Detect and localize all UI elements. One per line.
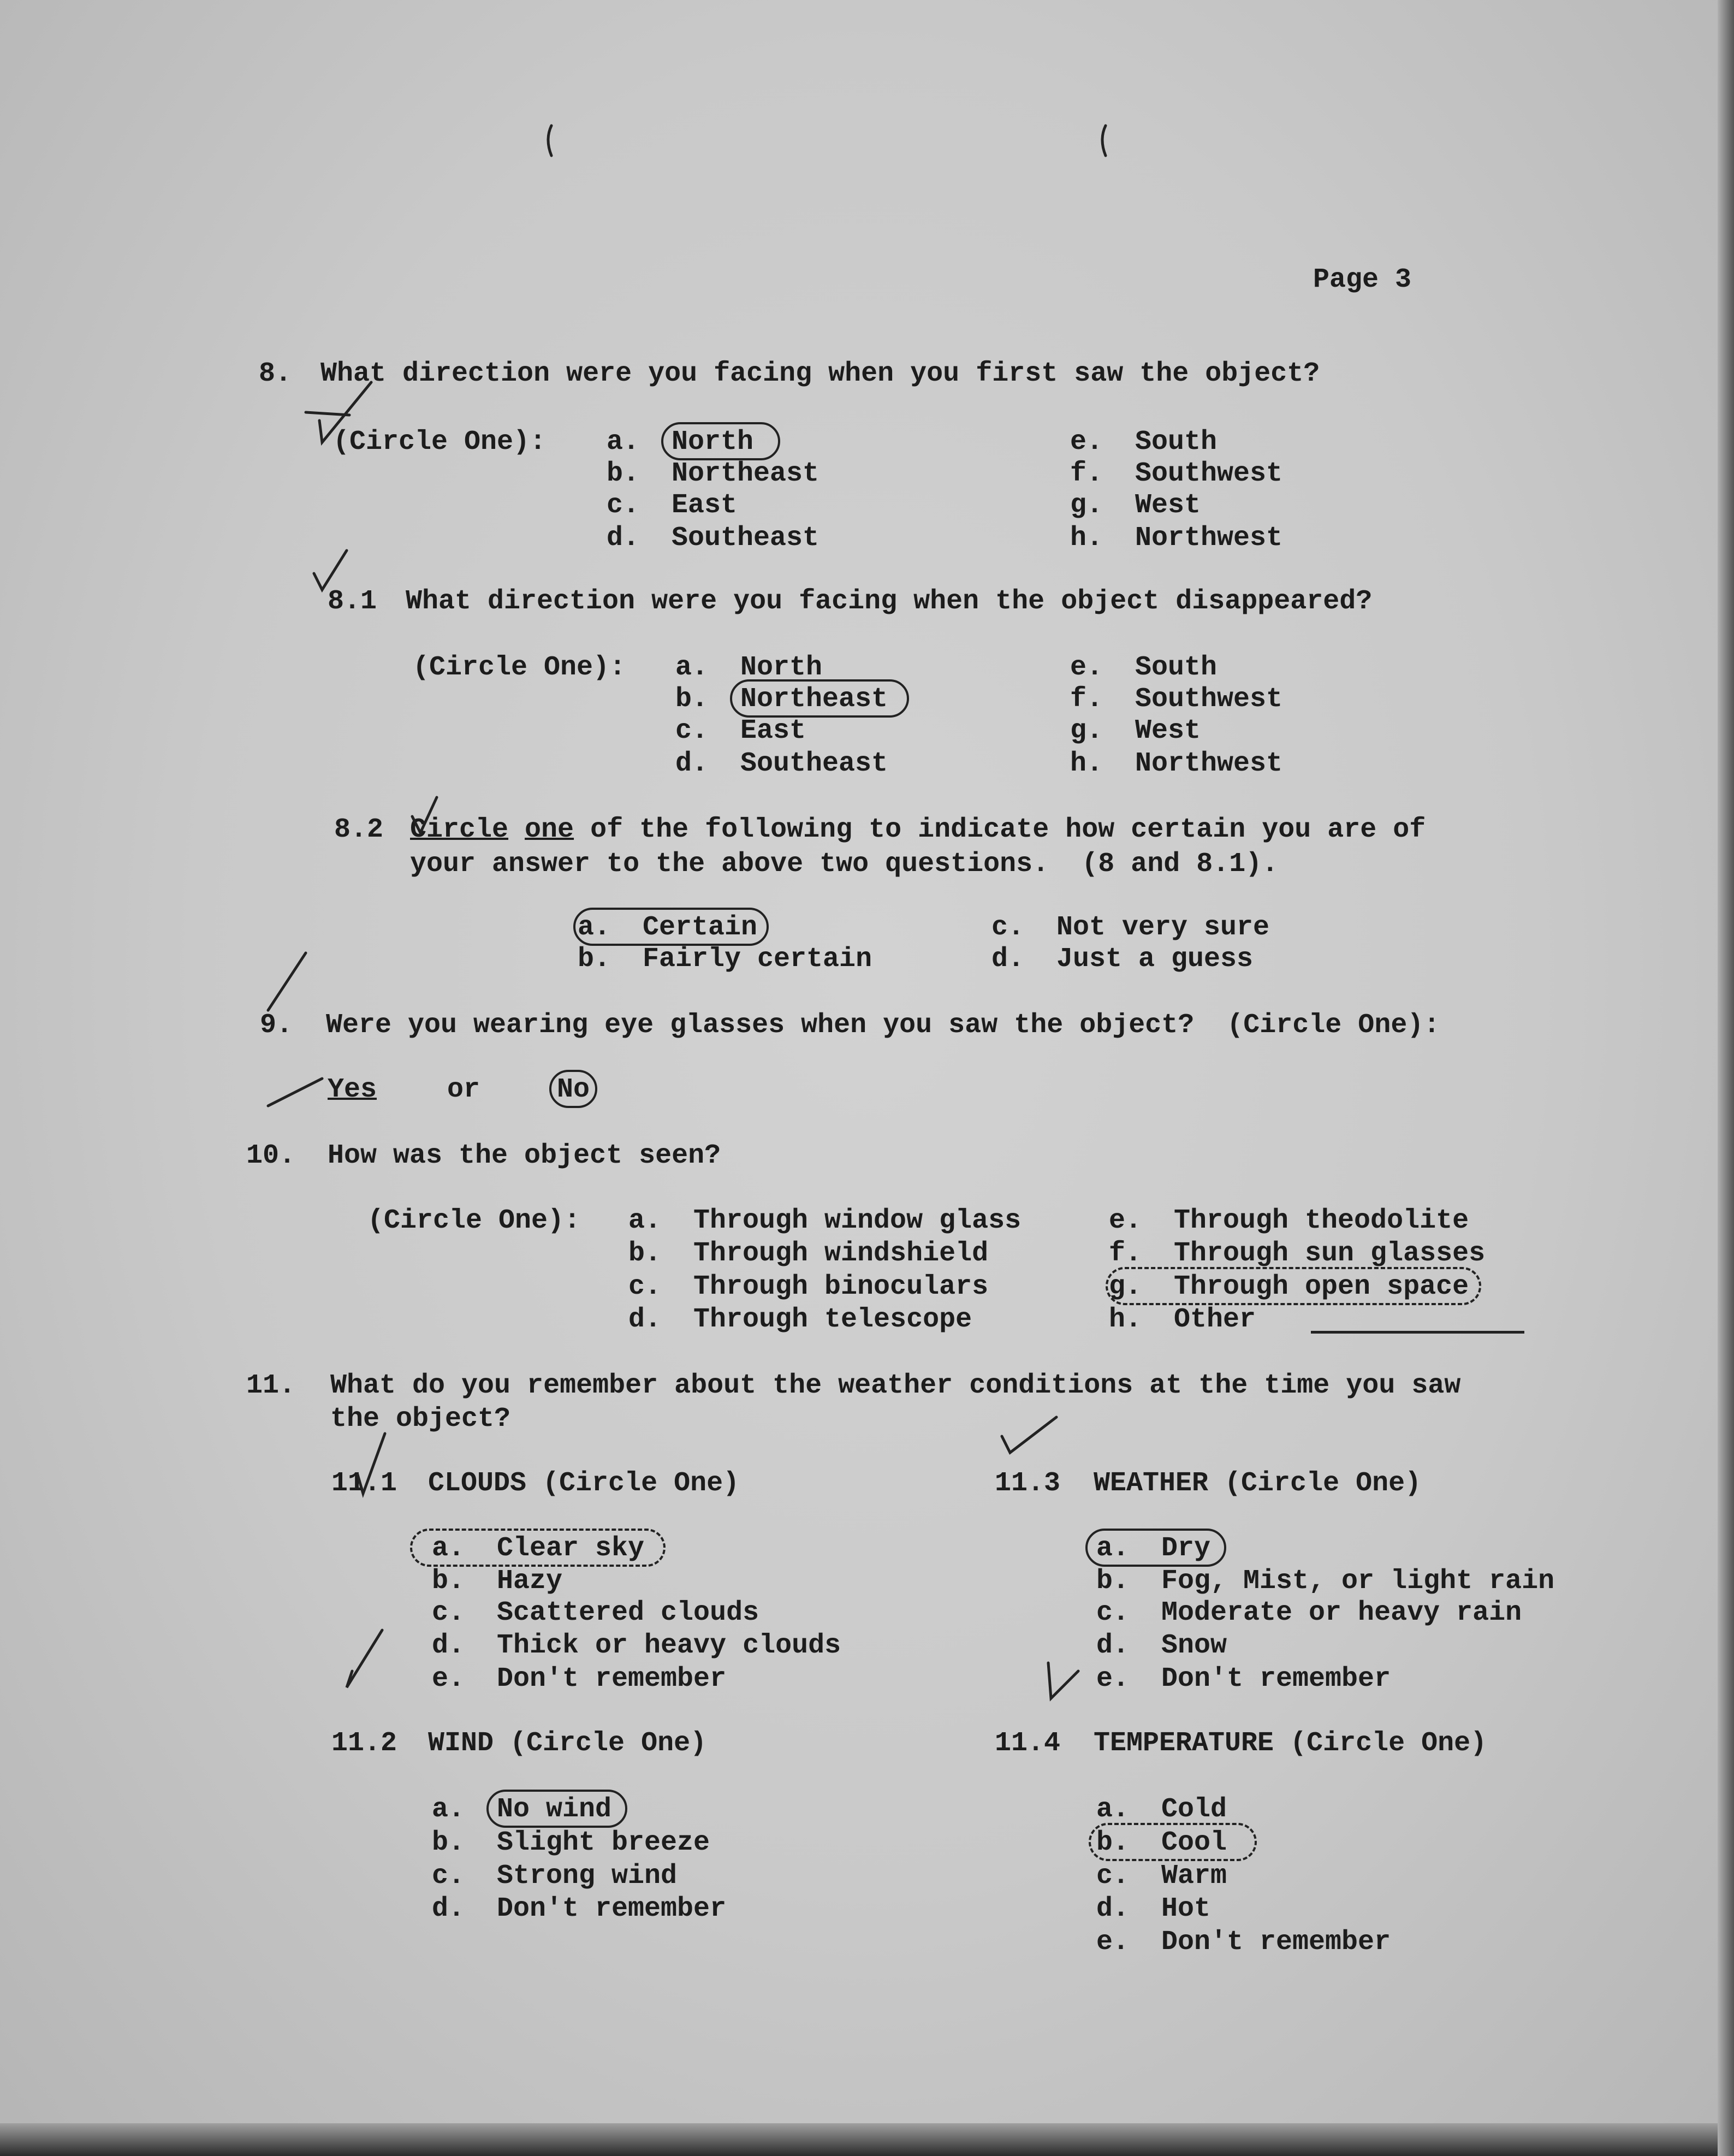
option-text: Warm	[1161, 1861, 1227, 1892]
option-letter: d.	[1096, 1893, 1130, 1924]
q8-number: 8.	[259, 358, 292, 389]
option-text: Don't remember	[497, 1893, 727, 1924]
option-letter: b.	[1096, 1566, 1130, 1597]
option-text: Northwest	[1135, 748, 1283, 779]
q8-2-question-line2: your answer to the above two questions. (8 and 8.1).	[410, 849, 1279, 880]
option-text: Other	[1174, 1304, 1256, 1335]
answer-circle	[549, 1070, 597, 1108]
q11-4-number: 11.4	[995, 1728, 1061, 1759]
option-letter: c.	[991, 912, 1025, 943]
q8-instruction: (Circle One):	[333, 427, 547, 458]
q8-1-instruction: (Circle One):	[413, 652, 626, 683]
option-text: Northeast	[672, 458, 820, 489]
option-text: Hazy	[497, 1566, 563, 1597]
option-text: Strong wind	[497, 1861, 678, 1892]
option-text: Through sun glasses	[1174, 1238, 1486, 1269]
option-text: South	[1135, 652, 1218, 683]
option-letter: e.	[432, 1663, 465, 1695]
option-letter: a.	[578, 912, 611, 943]
option-letter: g.	[1109, 1271, 1142, 1302]
option-text: No wind	[497, 1794, 612, 1825]
q11-2-title: WIND (Circle One)	[428, 1728, 707, 1759]
q11-3-number: 11.3	[995, 1468, 1061, 1499]
option-text: Through open space	[1174, 1271, 1469, 1302]
option-text: North	[740, 652, 823, 683]
answer-circle	[730, 679, 909, 718]
q9-option-yes[interactable]: Yes	[328, 1074, 377, 1105]
option-letter: e.	[1096, 1927, 1130, 1958]
option-text: Southwest	[1135, 684, 1283, 715]
scan-bottom-edge	[0, 2123, 1734, 2156]
option-letter: f.	[1070, 684, 1103, 715]
option-letter: f.	[1109, 1238, 1142, 1269]
option-text: Cold	[1161, 1794, 1227, 1825]
checkmark-icon	[1048, 1663, 1078, 1698]
option-text: Hot	[1161, 1893, 1211, 1924]
option-letter: a.	[1096, 1794, 1130, 1825]
option-letter: a.	[628, 1205, 662, 1236]
option-letter: e.	[1109, 1205, 1142, 1236]
answer-circle	[410, 1529, 666, 1567]
option-text: No	[557, 1074, 590, 1105]
other-blank-line[interactable]	[1311, 1331, 1524, 1334]
checkmark-icon	[314, 550, 347, 590]
option-text: Through windshield	[693, 1238, 989, 1269]
option-letter: b.	[432, 1566, 465, 1597]
checkmark-icon	[548, 126, 551, 156]
option-letter: d.	[1096, 1630, 1130, 1661]
option-text: Cool	[1161, 1827, 1227, 1858]
q9-number: 9.	[260, 1010, 293, 1041]
option-text: Scattered clouds	[497, 1597, 759, 1628]
option-letter: c.	[432, 1861, 465, 1892]
option-text: Thick or heavy clouds	[497, 1630, 841, 1661]
option-text: Dry	[1161, 1533, 1211, 1564]
q10-instruction: (Circle One):	[367, 1205, 581, 1236]
option-letter: g.	[1070, 490, 1103, 521]
q8-1-number: 8.1	[328, 586, 377, 617]
q8-question: What direction were you facing when you first saw the object?	[320, 358, 1320, 389]
option-letter: d.	[675, 748, 709, 779]
option-text: East	[672, 490, 738, 521]
checkmark-icon	[1002, 1417, 1056, 1453]
option-text: Just a guess	[1056, 944, 1254, 975]
answer-circle	[486, 1790, 627, 1828]
option-letter: h.	[1070, 748, 1103, 779]
checkmark-icon	[347, 1630, 382, 1687]
option-text: Through theodolite	[1174, 1205, 1469, 1236]
option-text: West	[1135, 490, 1201, 521]
option-text: Fog, Mist, or light rain	[1161, 1566, 1555, 1597]
option-text: Certain	[643, 912, 758, 943]
option-text: Don't remember	[497, 1663, 727, 1695]
option-text: Southeast	[740, 748, 888, 779]
checkmark-icon	[268, 1079, 322, 1106]
q11-1-number: 11.1	[331, 1468, 397, 1499]
q8-2-number: 8.2	[334, 814, 384, 845]
option-text: Through binoculars	[693, 1271, 989, 1302]
option-text: Don't remember	[1161, 1663, 1391, 1695]
option-letter: a.	[432, 1794, 465, 1825]
scan-right-edge	[1718, 0, 1734, 2156]
option-text: Northwest	[1135, 523, 1283, 554]
q10-number: 10.	[246, 1140, 296, 1171]
option-letter: f.	[1070, 458, 1103, 489]
option-text: Snow	[1161, 1630, 1227, 1661]
option-letter: b.	[1096, 1827, 1130, 1858]
option-text: Southwest	[1135, 458, 1283, 489]
q11-3-title: WEATHER (Circle One)	[1094, 1468, 1422, 1499]
option-letter: a.	[432, 1533, 465, 1564]
q9-question: Were you wearing eye glasses when you saw the object? (Circle One):	[326, 1010, 1440, 1041]
option-text: Moderate or heavy rain	[1161, 1597, 1522, 1628]
option-text: Northeast	[740, 684, 888, 715]
option-text: Don't remember	[1161, 1927, 1391, 1958]
option-letter: b.	[607, 458, 640, 489]
option-letter: c.	[675, 715, 709, 747]
question-rest: of the following to indicate how certain you are of	[574, 814, 1426, 845]
q8-2-question	[410, 816, 1426, 844]
q11-2-number: 11.2	[331, 1728, 397, 1759]
one-word: one	[525, 814, 574, 845]
answer-circle	[661, 422, 780, 460]
q11-1-title: CLOUDS (Circle One)	[428, 1468, 740, 1499]
option-text: Fairly certain	[643, 944, 872, 975]
option-letter: g.	[1070, 715, 1103, 747]
option-letter: c.	[607, 490, 640, 521]
q10-question: How was the object seen?	[328, 1140, 721, 1171]
option-letter: c.	[1096, 1597, 1130, 1628]
option-letter: e.	[1070, 652, 1103, 683]
q11-question: What do you remember about the weather conditions at the time you saw	[330, 1370, 1461, 1401]
option-letter: d.	[432, 1630, 465, 1661]
option-letter: b.	[432, 1827, 465, 1858]
option-text: Clear sky	[497, 1533, 645, 1564]
option-text: East	[740, 715, 806, 747]
option-text: West	[1135, 715, 1201, 747]
q11-number: 11.	[246, 1370, 296, 1401]
option-letter: b.	[675, 684, 709, 715]
option-letter: h.	[1109, 1304, 1142, 1335]
option-text: Through window glass	[693, 1205, 1022, 1236]
option-letter: d.	[607, 523, 640, 554]
answer-circle	[573, 908, 769, 946]
option-text: North	[672, 427, 754, 458]
option-letter: e.	[1070, 427, 1103, 458]
option-letter: h.	[1070, 523, 1103, 554]
page-number: Page 3	[1313, 264, 1412, 295]
option-letter: d.	[991, 944, 1025, 975]
q11-4-title: TEMPERATURE (Circle One)	[1094, 1728, 1487, 1759]
option-letter: e.	[1096, 1663, 1130, 1695]
checkmark-icon	[1102, 126, 1106, 156]
option-letter: d.	[628, 1304, 662, 1335]
option-letter: c.	[432, 1597, 465, 1628]
option-letter: a.	[675, 652, 709, 683]
option-letter: c.	[1096, 1861, 1130, 1892]
option-letter: a.	[1096, 1533, 1130, 1564]
checkmark-icon	[268, 953, 306, 1010]
option-text: Slight breeze	[497, 1827, 710, 1858]
option-letter: c.	[628, 1271, 662, 1302]
option-text: Not very sure	[1056, 912, 1270, 943]
option-letter: b.	[628, 1238, 662, 1269]
q9-or: or	[447, 1074, 480, 1105]
q11-question-line2: the object?	[330, 1403, 511, 1435]
option-letter: a.	[607, 427, 640, 458]
circle-word: Circle	[410, 814, 509, 845]
answer-circle	[1089, 1823, 1257, 1861]
option-text: Southeast	[672, 523, 820, 554]
answer-circle	[1106, 1267, 1481, 1305]
option-text: Through telescope	[693, 1304, 972, 1335]
q8-1-question: What direction were you facing when the object disappeared?	[406, 586, 1373, 617]
option-letter: b.	[578, 944, 611, 975]
option-letter: d.	[432, 1893, 465, 1924]
answer-circle	[1085, 1529, 1226, 1567]
option-text: South	[1135, 427, 1218, 458]
